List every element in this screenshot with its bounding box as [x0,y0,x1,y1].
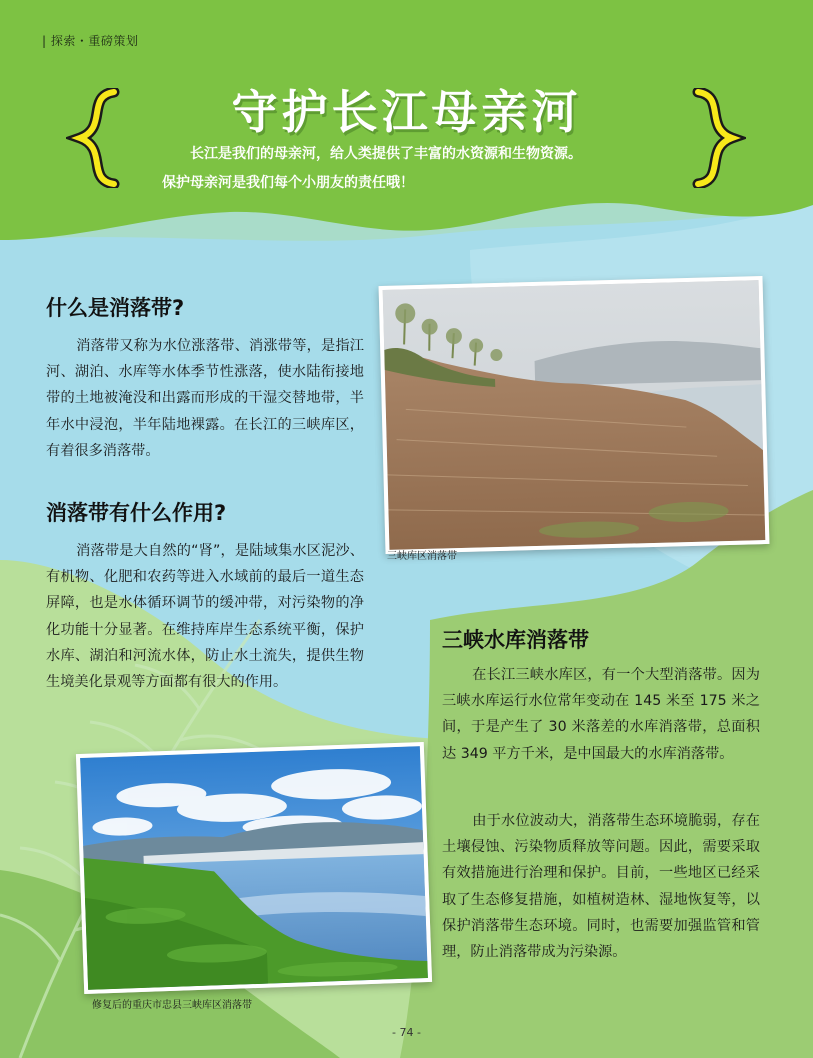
restored-riverbank-photo-illustration [80,746,428,990]
paragraph-text: 由于水位波动大，消落带生态环境脆弱，存在土壤侵蚀、污染物质释放等问题。因此，需要采取有效措施进行治理和保护。目前，一些地区已经采取了生态修复措施，如植树造林、湿地恢复等，以保护消落带生态环境。同时，也需要加强监管和管理，防止消落带成为污染源。 [442,813,760,961]
section-paragraph-three-gorges-1 [442,662,760,767]
page-number: - 74 - [392,1026,421,1039]
riverbank-photo-illustration [383,280,766,550]
paragraph-text: 消落带是大自然的“肾”，是陆域集水区泥沙、有机物、化肥和农药等进入水域前的最后一道生态屏障，也是水体循环调节的缓冲带，对污染物的净化功能十分显著。在维持库岸生态系统平衡，保护水库、湖泊和河流水体，防止水土流失，提供生物生境美化景观等方面都有很大的作用。 [46,543,364,691]
intro-line-1: 长江是我们的母亲河，给人类提供了丰富的水资源和生物资源。 [190,146,582,162]
page-title: 守护长江母亲河 [231,85,582,139]
section-paragraph-what-is [46,333,364,464]
section-heading-what-is: 什么是消落带? [46,296,185,320]
paragraph-text: 在长江三峡水库区，有一个大型消落带。因为三峡水库运行水位常年变动在 145 米至 175 米之间，于是产生了 30 米落差的水库消落带，总面积达 349 平方千米，是中国最大的水库消落带。 [442,667,760,762]
section-paragraph-three-gorges-2 [442,808,760,965]
photo-three-gorges-drawdown-zone [379,276,770,554]
section-tag: | 探索・重磅策划 [42,34,139,48]
section-heading-function: 消落带有什么作用? [46,501,227,525]
photo-restored-drawdown-zone [76,742,432,994]
section-heading-three-gorges: 三峡水库消落带 [442,628,589,652]
photo-2-caption: 修复后的重庆市忠县三峡库区消落带 [92,1000,252,1011]
photo-1-caption: 三峡库区消落带 [387,551,457,562]
intro-line-2: 保护母亲河是我们每个小朋友的责任哦！ [162,175,414,191]
paragraph-text: 消落带又称为水位涨落带、消涨带等，是指江河、湖泊、水库等水体季节性涨落，使水陆衔接地带的土地被淹没和出露而形成的干湿交替地带，半年水中浸泡，半年陆地裸露。在长江的三峡库区，有着很多消落带。 [46,338,364,459]
section-paragraph-function [46,538,364,695]
